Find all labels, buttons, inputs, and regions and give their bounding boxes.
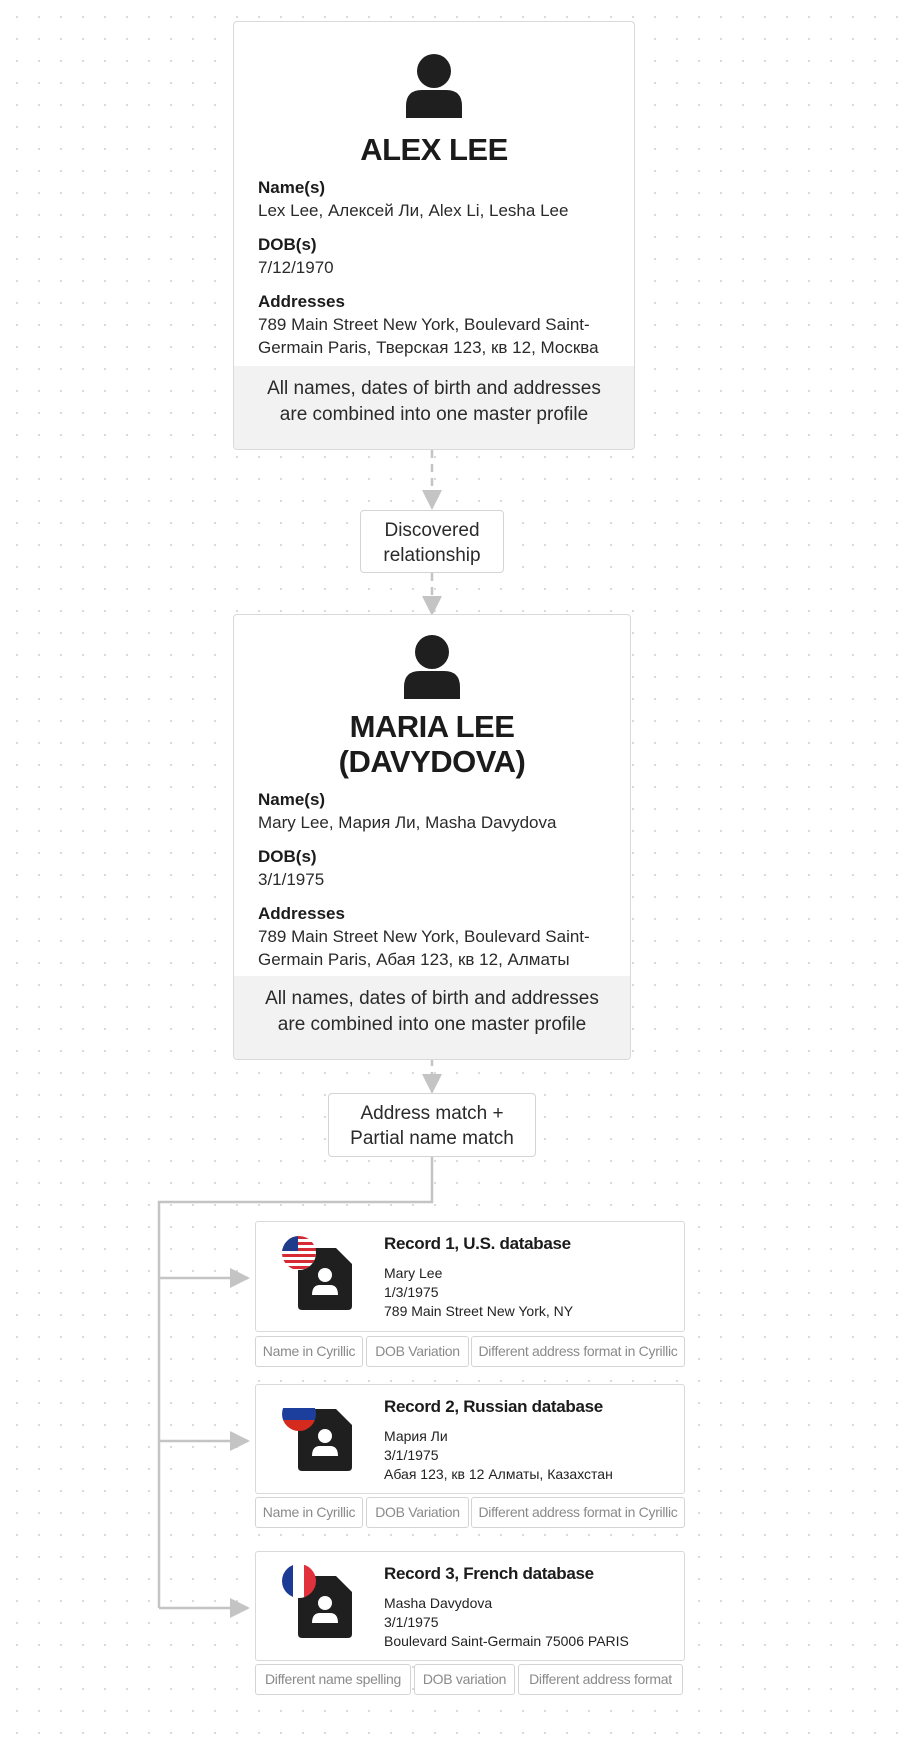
record-title: Record 3, French database [384,1564,594,1583]
master-profile-note [234,366,634,449]
record-address: Boulevard Saint-Germain 75006 PARIS [384,1633,629,1649]
profile-card-alex-lee [233,21,635,450]
record-address: Абая 123, кв 12 Алматы, Казахстан [384,1466,613,1482]
record-details [384,1427,613,1484]
tag-dob-variation: DOB variation [414,1664,515,1695]
tag-address-format: Different address format in Cyrillic [471,1497,685,1528]
note-line-1: All names, dates of birth and addresses [265,988,599,1009]
record-address: 789 Main Street New York, NY [384,1303,574,1319]
addresses-line-1: 789 Main Street New York, Boulevard Saint- [258,315,590,334]
record-title: Record 1, U.S. database [384,1234,571,1253]
addresses-line-1: 789 Main Street New York, Boulevard Saint- [258,927,590,946]
addresses-label: Addresses [258,904,345,923]
tag-dob-variation: DOB Variation [366,1336,469,1367]
connector-line-1: Discovered [384,520,480,541]
record-dob: 3/1/1975 [384,1614,439,1630]
tag-different-name-spelling: Different name spelling [255,1664,411,1695]
connector-line-2: relationship [383,545,481,566]
discovered-relationship-box [360,510,504,573]
tag-dob-variation: DOB Variation [366,1497,469,1528]
addresses-label: Addresses [258,292,345,311]
names-value: Mary Lee, Мария Ли, Masha Davydova [258,813,557,832]
record-details [384,1594,629,1651]
record-title: Record 2, Russian database [384,1397,603,1416]
us-flag-icon [282,1236,316,1270]
profile-name [234,709,630,779]
record-details [384,1264,573,1321]
tag-name-in-cyrillic: Name in Cyrillic [255,1497,363,1528]
record-card-us [255,1221,685,1332]
dob-label: DOB(s) [258,235,317,254]
record-card-russia [255,1384,685,1494]
person-icon [404,52,464,122]
names-value: Lex Lee, Алексей Ли, Alex Li, Lesha Lee [258,201,569,220]
france-flag-icon [282,1564,316,1598]
addresses-line-2: Germain Paris, Абая 123, кв 12, Алматы [258,950,570,969]
names-label: Name(s) [258,790,326,809]
dob-label: DOB(s) [258,847,317,866]
connector-line-1: Address match + [360,1103,504,1124]
record-dob: 3/1/1975 [384,1447,439,1463]
record-name: Masha Davydova [384,1595,493,1611]
record-name: Mary Lee [384,1265,443,1281]
russia-flag-icon [282,1397,316,1431]
addresses-line-2: Germain Paris, Тверская 123, кв 12, Москва [258,338,599,357]
master-profile-note [234,976,630,1059]
profile-name-line-2: (DAVYDOVA) [338,744,526,779]
note-line-2: are combined into one master profile [279,404,589,425]
tag-different-address-format: Different address format [518,1664,683,1695]
dob-value: 3/1/1975 [258,870,325,889]
person-icon [402,633,462,703]
connector-line-2: Partial name match [350,1128,514,1149]
tag-address-format: Different address format in Cyrillic [471,1336,685,1367]
note-line-1: All names, dates of birth and addresses [267,378,601,399]
dob-value: 7/12/1970 [258,258,334,277]
profile-name: ALEX LEE [360,132,508,167]
address-match-box [328,1093,536,1157]
note-line-2: are combined into one master profile [277,1014,587,1035]
profile-card-maria-lee [233,614,631,1060]
record-name: Мария Ли [384,1428,448,1444]
record-card-france [255,1551,685,1661]
tag-name-in-cyrillic: Name in Cyrillic [255,1336,363,1367]
names-label: Name(s) [258,178,326,197]
profile-name-line-1: MARIA LEE [349,709,515,744]
record-dob: 1/3/1975 [384,1284,439,1300]
